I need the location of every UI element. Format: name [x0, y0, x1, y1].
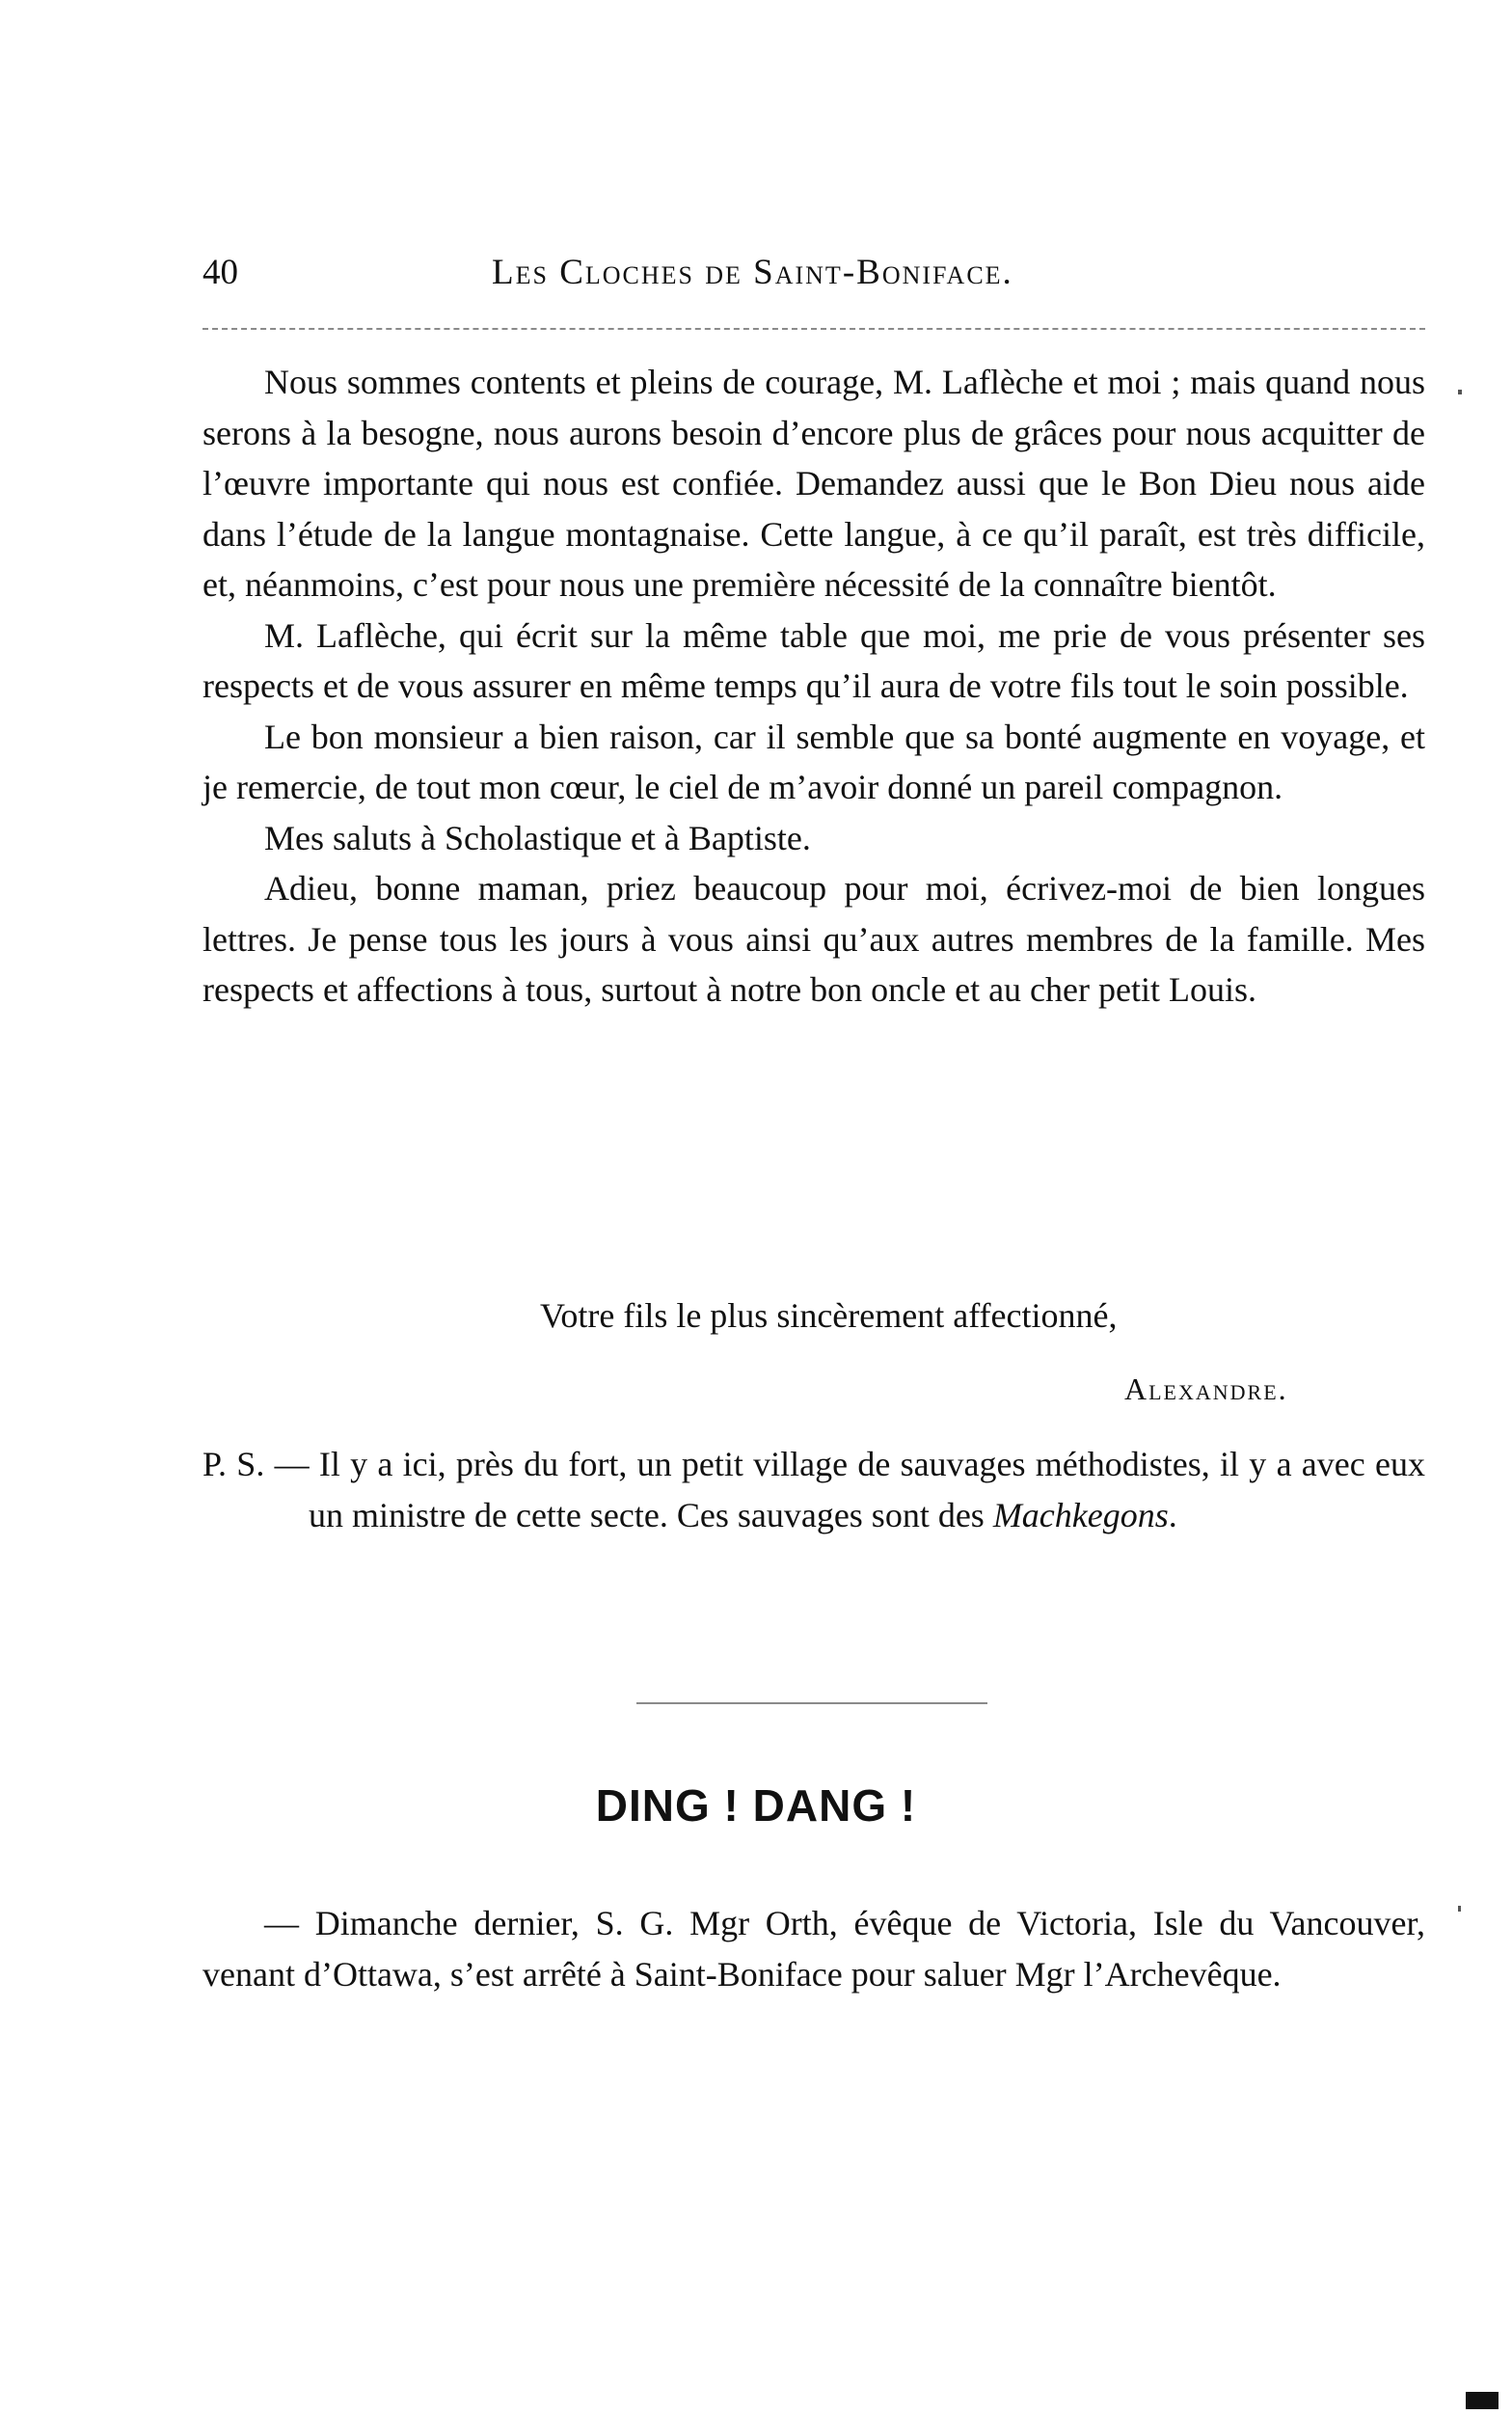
running-title: Les Cloches de Saint-Boniface.	[492, 253, 1013, 292]
letter-body	[202, 357, 1425, 1016]
page-number: 40	[202, 253, 238, 292]
letter-paragraph: Nous sommes contents et pleins de courage, M. Laflèche et moi ; mais quand nous serons à la besogne, nous aurons besoin d’encore plus de grâces pour nous acquitter de l’œuvre importante qui nous est confiée. Demandez aussi que le Bon Dieu nous aide dans l’étude de la langue montagnaise. Cette langue, à ce qu’il paraît, est très difficile, et, néanmoins, c’est pour nous une première nécessité de la connaître bientôt.	[202, 363, 1425, 604]
letter-closing: Votre fils le plus sincèrement affectionné,	[540, 1296, 1118, 1335]
postscript-text: P. S. — Il y a ici, près du fort, un petit village de sauvages méthodistes, il y a avec eux un ministre de cette secte. Ces sauvages sont des	[202, 1445, 1425, 1534]
print-speck	[1458, 1906, 1461, 1912]
section-heading: DING ! DANG !	[595, 1780, 917, 1831]
letter-paragraph: Adieu, bonne maman, priez beaucoup pour moi, écrivez-moi de bien longues lettres. Je pense tous les jours à vous ainsi qu’aux autres membres de la famille. Mes respects et affections à tous, surtout à notre bon oncle et au cher petit Louis.	[202, 869, 1425, 1009]
postscript	[202, 1439, 1425, 1541]
letter-paragraph: M. Laflèche, qui écrit sur la même table que moi, me prie de vous présenter ses respects et de vous assurer en même temps qu’il aura de votre fils tout le soin possible.	[202, 615, 1425, 705]
section-divider	[636, 1702, 987, 1704]
page-header	[202, 249, 1418, 307]
print-speck	[1466, 2392, 1498, 2409]
postscript-italic-word: Machkegons	[992, 1496, 1169, 1534]
postscript-end: .	[1168, 1496, 1177, 1534]
section-paragraph: — Dimanche dernier, S. G. Mgr Orth, évêque de Victoria, Isle du Vancouver, venant d’Ottawa, s’est arrêté à Saint-Boniface pour saluer Mgr l’Archevêque.	[202, 1904, 1425, 1994]
print-speck	[1458, 390, 1462, 394]
letter-paragraph: Le bon monsieur a bien raison, car il semble que sa bonté augmente en voyage, et je remercie, de tout mon cœur, le ciel de m’avoir donné un pareil compagnon.	[202, 717, 1425, 806]
section-body	[202, 1898, 1425, 1999]
header-rule	[202, 328, 1425, 330]
letter-signature: Alexandre.	[1124, 1371, 1288, 1406]
letter-paragraph: Mes saluts à Scholastique et à Baptiste.	[264, 818, 811, 857]
